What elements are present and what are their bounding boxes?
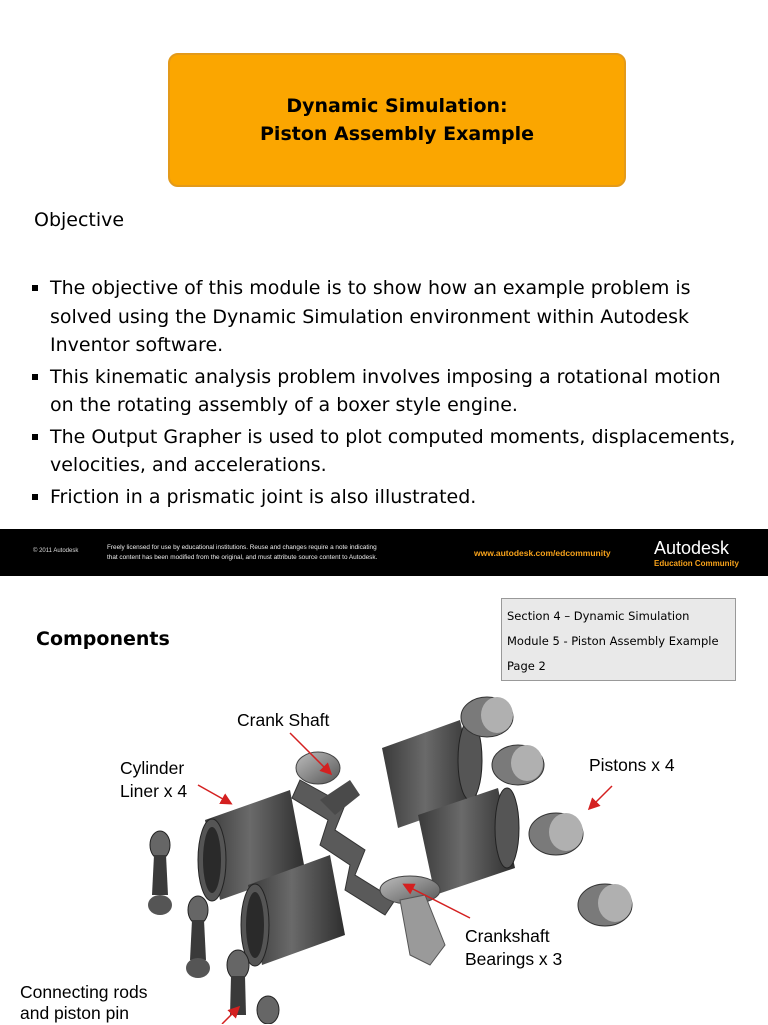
title-line-2: Piston Assembly Example <box>260 123 534 145</box>
piston-shape <box>529 813 583 855</box>
title-line-1: Dynamic Simulation: <box>286 95 508 117</box>
license-text <box>107 543 467 563</box>
objective-heading: Objective <box>34 209 125 231</box>
label-cylinder-liner-2: Liner x 4 <box>120 781 188 801</box>
footer-bar <box>0 529 768 576</box>
connecting-rod-shape <box>257 996 279 1024</box>
label-bearings-1: Crankshaft <box>465 926 550 946</box>
callout-arrow <box>222 1008 238 1024</box>
bullet-text: The Output Grapher is used to plot computed moments, displacements, velocities, and accelerations. <box>50 425 736 476</box>
bullet-item <box>32 423 742 480</box>
label-connecting-rods-2: and piston pin <box>20 1003 129 1023</box>
components-heading: Components <box>36 628 170 650</box>
module-line: Module 5 - Piston Assembly Example <box>507 634 719 648</box>
license-line-2: that content has been modified from the original, and must attribute source content to Autodesk. <box>107 554 378 561</box>
section-info-box <box>501 598 736 681</box>
label-bearings-2: Bearings x 3 <box>465 949 563 969</box>
bullet-text: The objective of this module is to show how an example problem is solved using the Dynamic Simulation environment within Autodesk Inventor software. <box>50 277 691 356</box>
label-connecting-rods-1: Connecting rods <box>20 982 148 1002</box>
piston-shape <box>578 884 632 926</box>
title-box <box>168 53 626 187</box>
connecting-rod-shape <box>186 896 210 978</box>
bullet-item <box>32 274 742 360</box>
connecting-rod-shape <box>227 950 249 1015</box>
bullet-square-icon <box>32 285 38 291</box>
education-community-label: Education Community <box>654 559 739 568</box>
license-line-1: Freely licensed for use by educational institutions. Reuse and changes require a note indicating <box>107 544 377 551</box>
autodesk-logo: Autodesk <box>654 538 730 558</box>
piston-shape <box>461 697 513 737</box>
bullet-square-icon <box>32 374 38 380</box>
piston-shape <box>492 745 544 785</box>
callout-arrow <box>590 786 612 808</box>
bullet-square-icon <box>32 494 38 500</box>
page-line: Page 2 <box>507 659 546 673</box>
website-link[interactable]: www.autodesk.com/edcommunity <box>474 548 611 558</box>
bullet-text: Friction in a prismatic joint is also illustrated. <box>50 485 477 508</box>
label-crank-shaft: Crank Shaft <box>237 710 330 730</box>
bullet-square-icon <box>32 434 38 440</box>
copyright-text: © 2011 Autodesk <box>33 548 79 554</box>
bullet-item <box>32 483 742 512</box>
bullet-item <box>32 363 742 420</box>
engine-assembly-illustration <box>0 680 768 1024</box>
callout-arrow <box>198 785 230 803</box>
bullet-text: This kinematic analysis problem involves imposing a rotational motion on the rotating assembly of a boxer style engine. <box>50 365 721 416</box>
connecting-rod-shape <box>148 831 172 915</box>
label-pistons: Pistons x 4 <box>589 755 675 775</box>
label-cylinder-liner-1: Cylinder <box>120 758 185 778</box>
objective-bullet-list <box>32 274 742 514</box>
section-line: Section 4 – Dynamic Simulation <box>507 609 690 623</box>
